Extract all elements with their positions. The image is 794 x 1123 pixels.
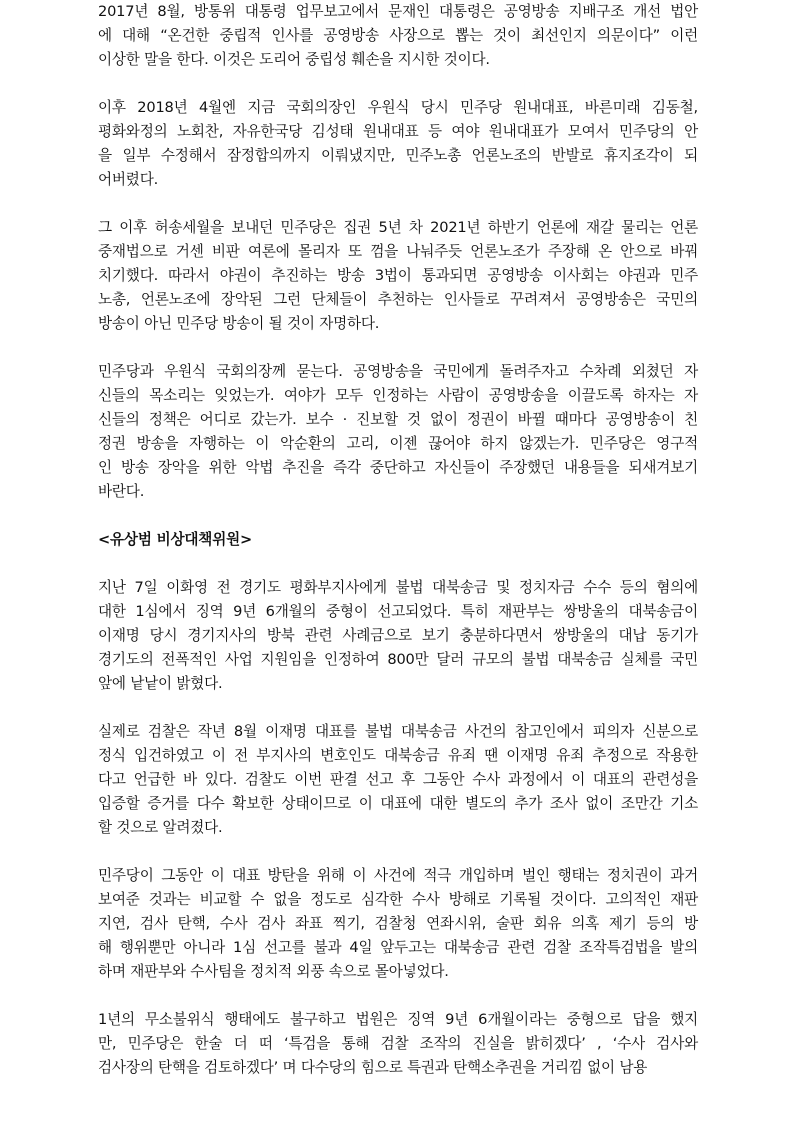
section-heading: <유상범 비상대책위원> [98,531,253,548]
paragraph-line: 에 대해 “온건한 중립적 인사를 공영방송 사장으로 뽑는 것이 최선인지 의문이다” 이런 [98,27,698,44]
paragraph-line: 지연, 검사 탄핵, 수사 검사 좌표 찍기, 검찰청 연좌시위, 술판 회유 의혹 제기 등의 방 [98,915,698,932]
paragraph-line: 만, 민주당은 한술 더 떠 ‘특검을 통해 검찰 조작의 진실을 밝히겠다’ , ‘수사 검사와 [98,1035,698,1052]
paragraph-line: 노총, 언론노조에 장악된 그런 단체들이 추천하는 인사들로 꾸려져서 공영방송은 국민의 [98,291,698,308]
paragraph-line: 중재법으로 거센 비판 여론에 몰리자 또 껌을 나눠주듯 언론노조가 주장해 온 안으로 바꿔 [98,243,698,260]
paragraph-line: 해 행위뿐만 아니라 1심 선고를 불과 4일 앞두고는 대북송금 관련 검찰 조작특검법을 발의 [98,939,698,956]
paragraph-line: 어버렸다. [98,171,159,188]
paragraph-line: 실제로 검찰은 작년 8월 이재명 대표를 불법 대북송금 사건의 참고인에서 피의자 신분으로 [98,723,698,740]
paragraph-line: 대한 1심에서 징역 9년 6개월의 중형이 선고되었다. 특히 재판부는 쌍방울의 대북송금이 [98,603,698,620]
paragraph-line: 민주당이 그동안 이 대표 방탄을 위해 이 사건에 적극 개입하며 벌인 행태는 정치권이 과거 [98,867,698,884]
paragraph-line: 신들의 목소리는 잊었는가. 여야가 모두 인정하는 사람이 공영방송을 이끌도록 하자는 자 [98,387,698,404]
paragraph-line: 2017년 8월, 방통위 대통령 업무보고에서 문재인 대통령은 공영방송 지배구조 개선 법안 [98,3,698,20]
paragraph-line: 바란다. [98,483,145,500]
paragraph-line: 민주당과 우원식 국회의장께 묻는다. 공영방송을 국민에게 돌려주자고 수차례 외쳤던 자 [98,363,698,380]
paragraph-line: 인 방송 장악을 위한 악법 추진을 즉각 중단하고 자신들이 주장했던 내용들을 되새겨보기 [98,459,698,476]
paragraph-line: 입증할 증거를 다수 확보한 상태이므로 이 대표에 대한 별도의 추가 조사 없이 조만간 기소 [98,795,698,812]
document-body-part-1 [98,0,698,504]
document-page [98,0,698,1104]
paragraph [98,360,698,504]
paragraph-line: 그 이후 허송세월을 보내던 민주당은 집권 5년 차 2021년 하반기 언론에 재갈 물리는 언론 [98,219,698,236]
paragraph-line: 하며 재판부와 수사팀을 정치적 외풍 속으로 몰아넣었다. [98,963,449,980]
paragraph-line: 을 일부 수정해서 잠정합의까지 이뤄냈지만, 민주노총 언론노조의 반발로 휴지조각이 되 [98,147,698,164]
paragraph-line: 검사장의 탄핵을 검토하겠다’ 며 다수당의 힘으로 특권과 탄핵소추권을 거리낌 없이 남용 [98,1059,648,1076]
document-body-part-2 [98,576,698,1080]
paragraph-line: 보여준 것과는 비교할 수 없을 정도로 심각한 수사 방해로 기록될 것이다. 고의적인 재판 [98,891,698,908]
paragraph-line: 이상한 말을 한다. 이것은 도리어 중립성 훼손을 지시한 것이다. [98,51,490,68]
paragraph [98,720,698,840]
paragraph-line: 할 것으로 알려졌다. [98,819,223,836]
paragraph-line: 정권 방송을 자행하는 이 악순환의 고리, 이젠 끊어야 하지 않겠는가. 민주당은 영구적 [98,435,698,452]
paragraph [98,216,698,336]
paragraph-line: 이후 2018년 4월엔 지금 국회의장인 우원식 당시 민주당 원내대표, 바른미래 김동철, [98,99,698,116]
paragraph-line: 평화와정의 노회찬, 자유한국당 김성태 원내대표 등 여야 원내대표가 모여서 민주당의 안 [98,123,698,140]
paragraph-line: 신들의 정책은 어디로 갔는가. 보수 · 진보할 것 없이 정권이 바뀔 때마다 공영방송이 친 [98,411,698,428]
paragraph-line: 이재명 당시 경기지사의 방북 관련 사례금으로 보기 충분하다면서 쌍방울의 대납 동기가 [98,627,698,644]
paragraph-line: 다고 언급한 바 있다. 검찰도 이번 판결 선고 후 그동안 수사 과정에서 이 대표의 관련성을 [98,771,698,788]
paragraph-line: 1년의 무소불위식 행태에도 불구하고 법원은 징역 9년 6개월이라는 중형으로 답을 했지 [98,1011,698,1028]
paragraph-line: 앞에 낱낱이 밝혔다. [98,675,223,692]
paragraph-line: 치기했다. 따라서 야권이 추진하는 방송 3법이 통과되면 공영방송 이사회는 야권과 민주 [98,267,698,284]
paragraph-line: 방송이 아닌 민주당 방송이 될 것이 자명하다. [98,315,380,332]
paragraph [98,576,698,696]
paragraph [98,0,698,72]
paragraph-line: 정식 입건하였고 이 전 부지사의 변호인도 대북송금 유죄 땐 이재명 유죄 추정으로 작용한 [98,747,698,764]
paragraph-line: 경기도의 전폭적인 사업 지원임을 인정하여 800만 달러 규모의 불법 대북송금 실체를 국민 [98,651,698,668]
paragraph-line: 지난 7일 이화영 전 경기도 평화부지사에게 불법 대북송금 및 정치자금 수수 등의 혐의에 [98,579,698,596]
paragraph [98,1008,698,1080]
paragraph [98,864,698,984]
paragraph [98,96,698,192]
